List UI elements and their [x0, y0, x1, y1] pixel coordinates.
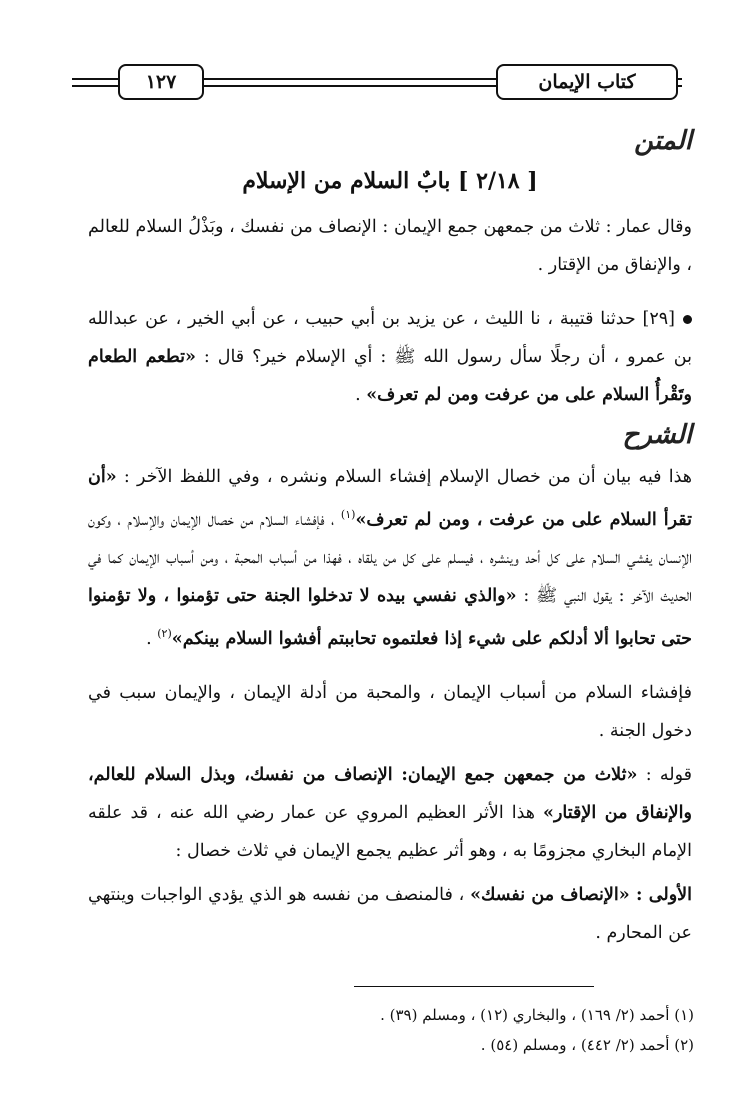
page-number: ١٢٧ [118, 64, 204, 100]
text-run: هذا الأثر العظيم المروي عن عمار رضي الله عنه ، قد علقه الإمام البخاري مجزومًا به ، وهو أثر عظيم يجمع الإيمان في ثلاث خصال : [88, 802, 692, 861]
quote-bold: الأولى : [629, 884, 693, 905]
quote-bold: «والذي نفسي بيده لا تدخلوا الجنة حتى تؤمنوا ، ولا تؤمنوا حتى تحابوا ألا أدلكم على شيء إذا فعلتموه تحاببتم أفشوا السلام بينكم» [88, 585, 692, 649]
chapter-title: [ ٢/١٨ ] بابٌ السلام من الإسلام [242, 168, 538, 194]
text-run: قوله : [637, 764, 692, 785]
matn-paragraph: وقال عمار : ثلاث من جمعهن جمع الإيمان : الإنصاف من نفسك ، وبَذْلُ السلام للعالم ، والإنفاق من الإقتار . [88, 217, 692, 275]
footnote-2: (٢) أحمد (٢/ ٤٤٢) ، ومسلم (٥٤) . [480, 1036, 694, 1054]
page-header [72, 62, 682, 104]
footnote-ref-1: (١) [340, 508, 356, 521]
hadith-chain: [٢٩] حدثنا قتيبة ، نا الليث ، عن يزيد بن أبي حبيب ، عن أبي الخير ، عن عبدالله بن عمرو ، أن رجلًا سأل رسول الله ﷺ : أي الإسلام خير؟ قال : [88, 309, 692, 367]
book-title: كتاب الإيمان [496, 64, 678, 100]
text-run: ، فالمنصف من نفسه هو الذي يؤدي الواجبات وينتهي عن المحارم . [88, 884, 692, 943]
sharh-paragraph-1 [88, 458, 692, 658]
text-run: هذا فيه بيان أن من خصال الإسلام إفشاء السلام ونشره ، وفي اللفظ الآخر : [116, 467, 692, 487]
footnote-1: (١) أحمد (٢/ ١٦٩) ، والبخاري (١٢) ، ومسلم (٣٩) . [380, 1006, 694, 1024]
page-body [88, 120, 692, 952]
hadith-paragraph [88, 300, 692, 414]
sharh-label: الشرح [622, 420, 692, 450]
footnotes [88, 1000, 694, 1060]
bullet-icon [683, 315, 692, 324]
sharh-paragraph-3 [88, 756, 692, 870]
text-run: . [146, 628, 158, 649]
quote-bold: «الإنصاف من نفسك» [470, 884, 630, 905]
sharh-paragraph-2: فإفشاء السلام من أسباب الإيمان ، والمحبة من أدلة الإيمان ، والإيمان سبب في دخول الجنة . [88, 682, 692, 741]
footnote-rule [354, 986, 594, 987]
matn-label: المتن [634, 126, 692, 156]
footnote-ref-2: (٢) [157, 626, 172, 640]
quote-bold: «أن تقرأ السلام على من عرفت ، ومن لم تعرف» [88, 467, 692, 530]
hadith-end: . [355, 385, 367, 405]
text-run: ، فإفشاء السلام من خصال الإيمان والإسلام ، وكون الإنسان يفشي السلام على كل أحد وينشره ، فيسلم على كل من يلقاه ، فهذا من أسباب المحبة ، ومن أسباب الإيمان كما في الحديث الآخر : يقول النبي ﷺ : [88, 509, 692, 606]
quote-bold: «ثلاث من جمعهن جمع الإيمان: الإنصاف من نفسك، وبذل السلام للعالم، والإنفاق من الإقتار» [88, 764, 692, 823]
hadith-text: «تطعم الطعام وتَقْرأُ السلام على من عرفت ومن لم تعرف» [88, 347, 692, 405]
sharh-paragraph-4 [88, 876, 692, 952]
